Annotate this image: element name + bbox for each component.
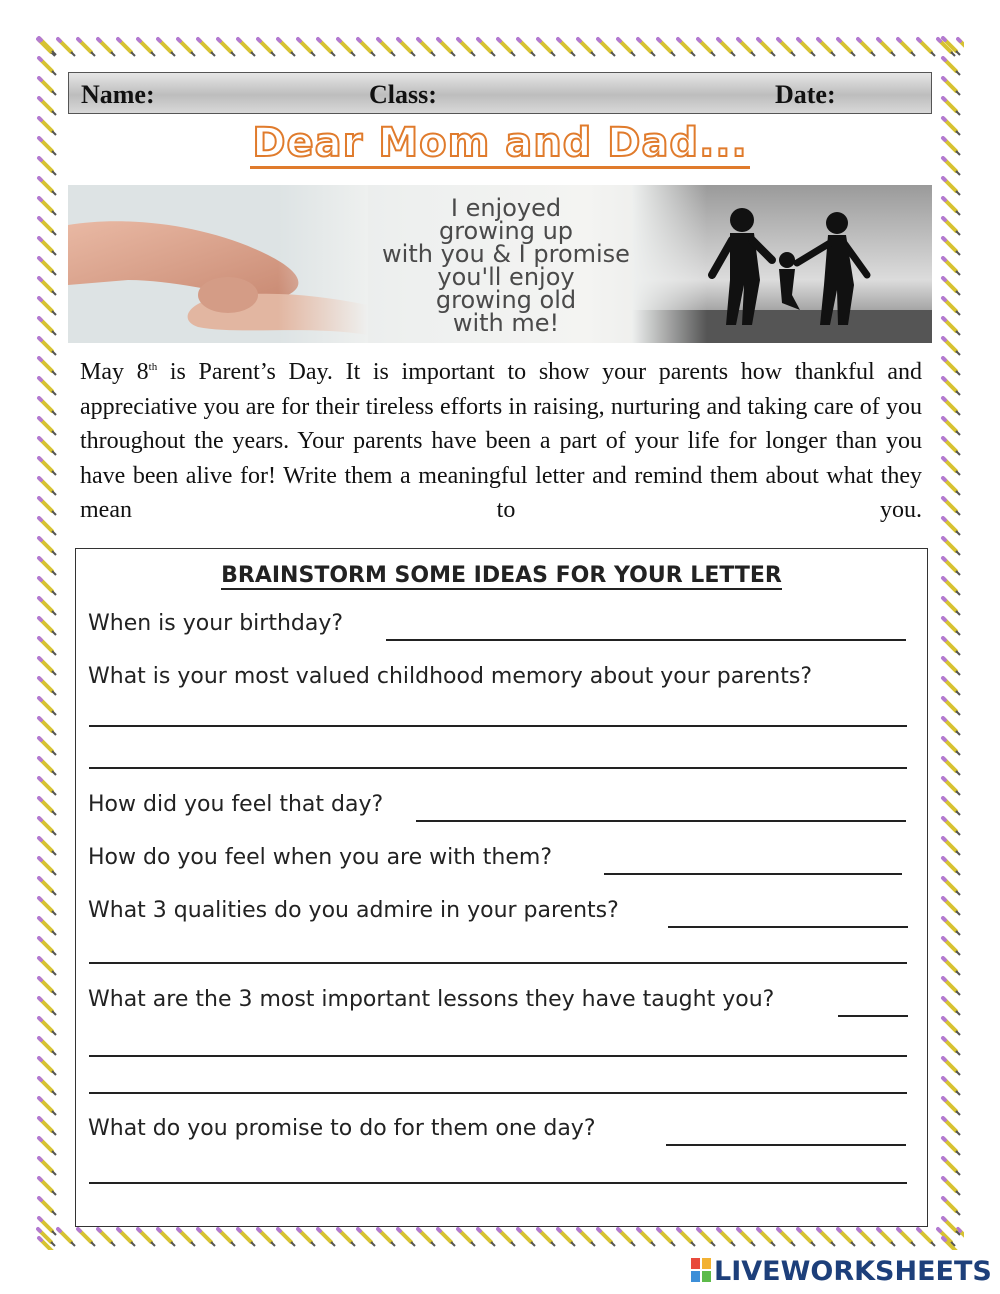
answer-line-lessons-2[interactable] — [89, 1055, 907, 1057]
answer-line-birthday[interactable] — [386, 639, 906, 641]
question-lessons: What are the 3 most important lessons they have taught you? — [88, 987, 775, 1012]
family-silhouette-image — [632, 185, 932, 343]
answer-line-promise-2[interactable] — [89, 1182, 907, 1184]
answer-line-promise-1[interactable] — [666, 1144, 906, 1146]
pencil-border-top — [36, 36, 964, 60]
answer-line-lessons-3[interactable] — [89, 1092, 907, 1094]
brainstorm-title: BRAINSTORM SOME IDEAS FOR YOUR LETTER — [221, 563, 782, 588]
question-feeling-that-day: How did you feel that day? — [88, 792, 384, 817]
question-birthday: When is your birthday? — [88, 611, 344, 636]
pencil-border-right — [940, 36, 964, 1250]
question-feeling-with-them: How do you feel when you are with them? — [88, 845, 553, 870]
answer-line-memory-1[interactable] — [89, 725, 907, 727]
student-info-bar — [68, 72, 932, 114]
pencil-border-bottom — [36, 1226, 964, 1250]
banner-image — [68, 185, 932, 343]
question-memory: What is your most valued childhood memory about your parents? — [88, 664, 812, 689]
date-label: Date: — [775, 80, 836, 109]
brainstorm-box — [75, 548, 928, 1227]
liveworksheets-logo: LIVEWORKSHEETS — [690, 1256, 992, 1284]
liveworksheets-logo-icon — [690, 1257, 712, 1283]
name-label: Name: — [81, 80, 155, 109]
page-title: Dear Mom and Dad... — [0, 120, 1000, 166]
pencil-border-left — [36, 36, 60, 1250]
answer-line-feeling-with-them[interactable] — [604, 873, 902, 875]
class-label: Class: — [369, 80, 437, 109]
answer-line-feeling-that-day[interactable] — [416, 820, 906, 822]
intro-paragraph: May 8th is Parent’s Day. It is important to show your parents how thankful and appreciative you are for their tireless efforts in raising, nurturing and taking care of you throughout the years. Your parents have been a part of your life for longer than you have been alive for! Write them a meaningful letter and remind them about what they mean to you. — [80, 359, 923, 523]
answer-line-qualities-2[interactable] — [89, 962, 907, 964]
banner-quote: I enjoyed growing up with you & I promise you'll enjoy growing old with me! — [382, 194, 630, 337]
answer-line-qualities-1[interactable] — [668, 926, 908, 928]
answer-line-lessons-1[interactable] — [838, 1015, 908, 1017]
question-qualities: What 3 qualities do you admire in your parents? — [88, 898, 619, 923]
answer-line-memory-2[interactable] — [89, 767, 907, 769]
question-promise: What do you promise to do for them one day? — [88, 1116, 596, 1141]
holding-hands-image — [68, 185, 368, 343]
